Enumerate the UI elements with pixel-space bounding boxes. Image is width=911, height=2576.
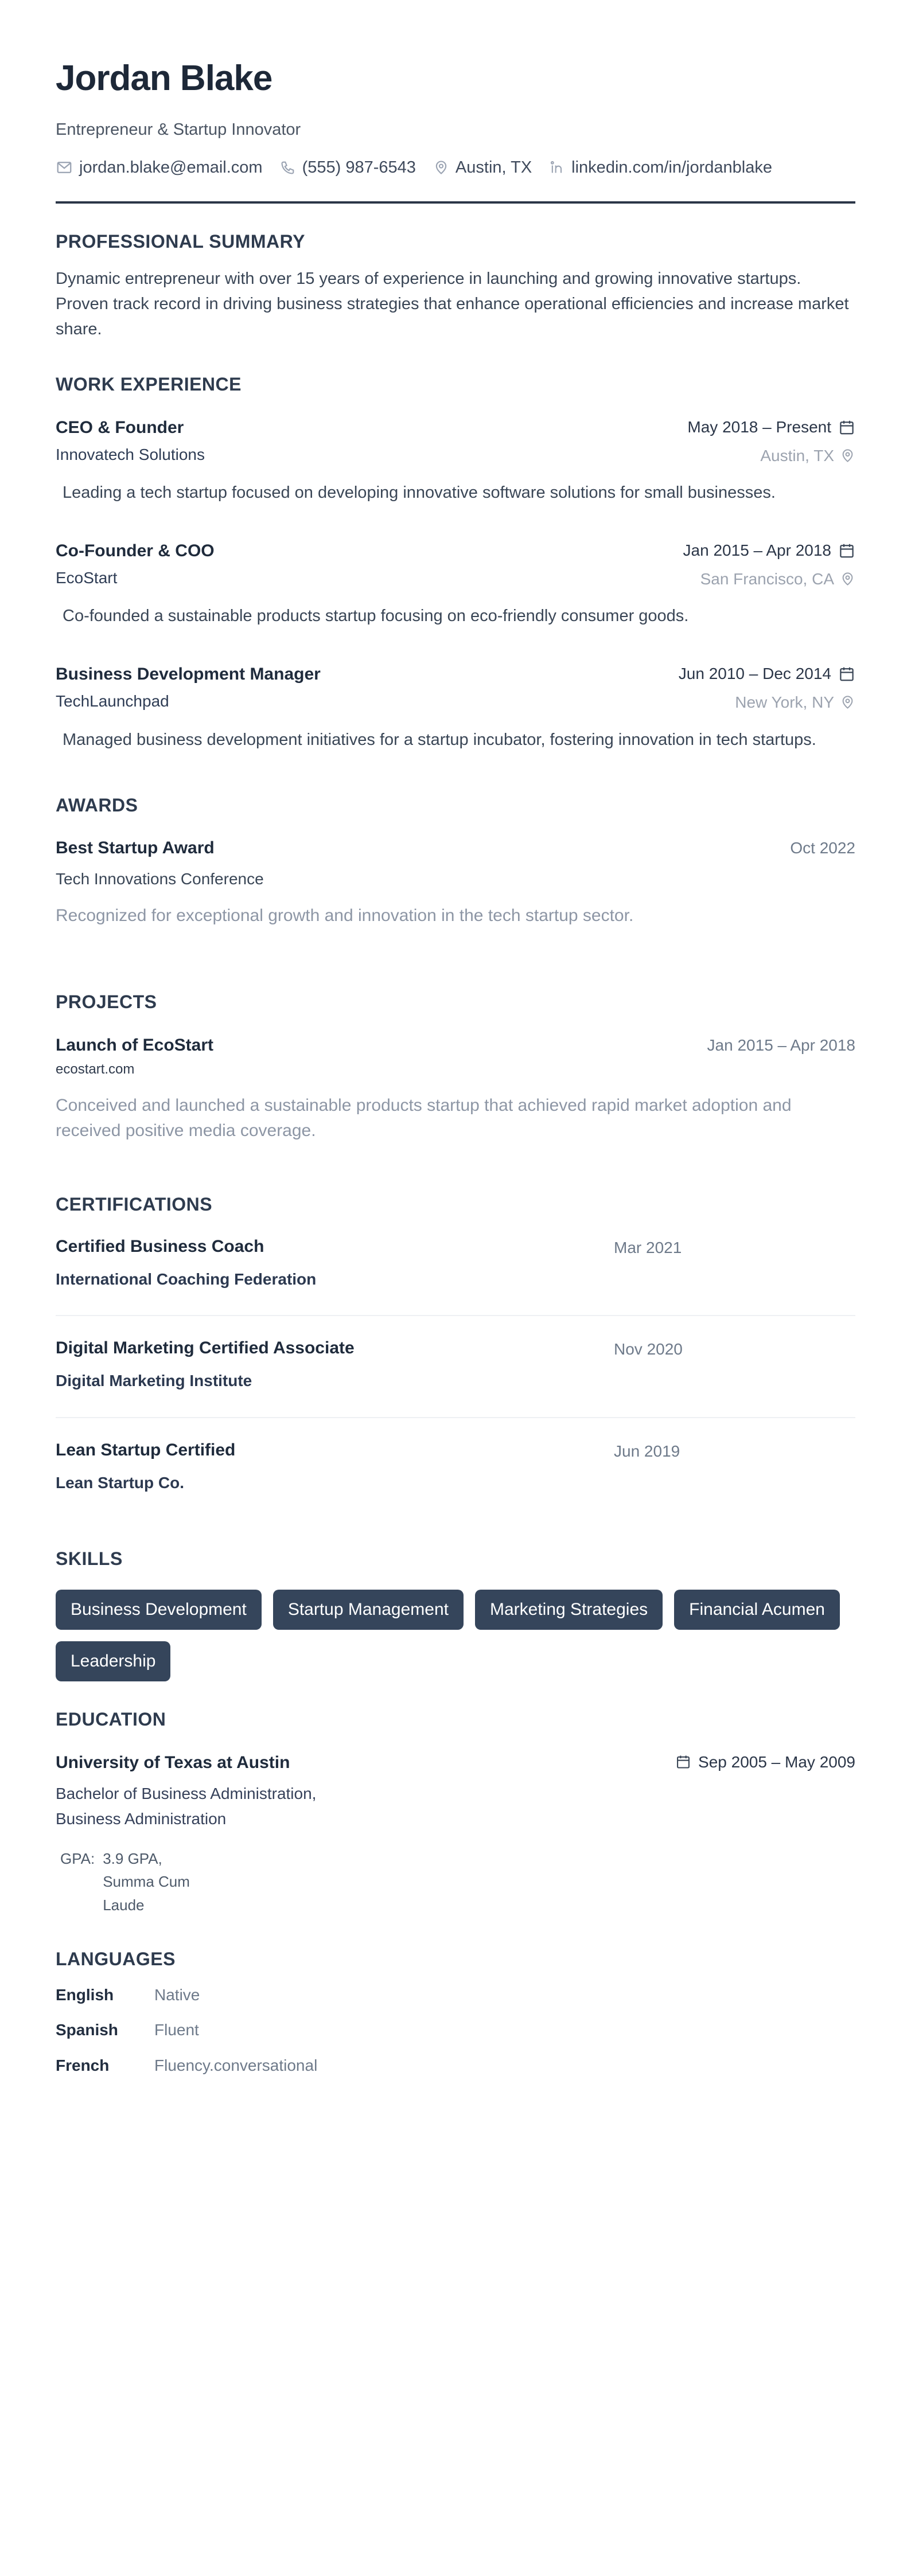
work-date-line bbox=[679, 664, 855, 684]
award-issuer: Tech Innovations Conference bbox=[56, 869, 264, 888]
skill-badge: Financial Acumen bbox=[674, 1590, 840, 1630]
contact-phone[interactable] bbox=[280, 158, 416, 177]
award-date: Oct 2022 bbox=[790, 839, 855, 857]
work-entry-left bbox=[56, 541, 215, 588]
contact-phone-text: (555) 987-6543 bbox=[302, 158, 416, 177]
education-date-line bbox=[675, 1753, 855, 1772]
contact-location-text: Austin, TX bbox=[455, 158, 532, 177]
work-location-line bbox=[687, 446, 855, 466]
work-company: TechLaunchpad bbox=[56, 692, 169, 711]
project-link[interactable]: ecostart.com bbox=[56, 1061, 135, 1078]
work-location: San Francisco, CA bbox=[700, 569, 834, 588]
section-heading-work: WORK EXPERIENCE bbox=[56, 374, 242, 395]
work-title: CEO & Founder bbox=[56, 418, 184, 438]
work-date: Jun 2010 – Dec 2014 bbox=[678, 665, 831, 683]
resume-content bbox=[56, 0, 855, 2075]
section-heading-awards: AWARDS bbox=[56, 794, 138, 815]
languages-list bbox=[56, 1985, 855, 2075]
skill-badge: Startup Management bbox=[273, 1590, 464, 1630]
work-company: Innovatech Solutions bbox=[56, 446, 205, 464]
work-date-line bbox=[687, 417, 855, 437]
map-pin-icon bbox=[840, 694, 855, 710]
work-entry bbox=[56, 664, 855, 752]
language-level: Fluency.conversational bbox=[154, 2056, 318, 2074]
language-level: Fluent bbox=[154, 2021, 199, 2039]
certification-left bbox=[56, 1236, 614, 1289]
contact-location bbox=[433, 158, 532, 177]
map-pin-icon bbox=[840, 448, 855, 463]
work-description: Leading a tech startup focused on developing innovative software solutions for small businesses. bbox=[63, 483, 776, 502]
language-name: English bbox=[56, 1985, 114, 2004]
map-pin-icon bbox=[840, 571, 855, 587]
section-heading-education: EDUCATION bbox=[56, 1708, 166, 1730]
work-location: New York, NY bbox=[735, 693, 834, 712]
work-entry-left bbox=[56, 417, 205, 465]
work-location: Austin, TX bbox=[760, 446, 834, 465]
certification-entry bbox=[56, 1440, 855, 1493]
work-location-line bbox=[679, 693, 855, 712]
certification-issuer: International Coaching Federation bbox=[56, 1270, 317, 1288]
education-degree: Bachelor of Business Administration, Business Administration bbox=[56, 1784, 317, 1828]
work-location-line bbox=[683, 569, 855, 589]
education-header bbox=[56, 1753, 855, 1773]
certification-date: Jun 2019 bbox=[614, 1442, 680, 1460]
phone-icon bbox=[280, 159, 296, 175]
gpa-value: 3.9 GPA, Summa Cum Laude bbox=[103, 1850, 190, 1914]
award-title: Best Startup Award bbox=[56, 838, 215, 858]
work-description: Co-founded a sustainable products startup focusing on eco-friendly consumer goods. bbox=[63, 607, 689, 626]
award-header bbox=[56, 838, 855, 858]
education-entry bbox=[56, 1753, 855, 1917]
project-date: Jan 2015 – Apr 2018 bbox=[707, 1036, 855, 1054]
certification-title: Lean Startup Certified bbox=[56, 1440, 236, 1459]
education-gpa-row bbox=[56, 1847, 855, 1917]
linkedin-icon bbox=[549, 159, 565, 175]
calendar-icon bbox=[838, 542, 855, 559]
certification-date: Mar 2021 bbox=[614, 1238, 682, 1256]
language-row bbox=[56, 1985, 855, 2005]
person-job-title: Entrepreneur & Startup Innovator bbox=[56, 120, 301, 139]
language-name: Spanish bbox=[56, 2021, 118, 2039]
project-description: Conceived and launched a sustainable products startup that achieved rapid market adoption and received positive media coverage. bbox=[56, 1096, 792, 1140]
work-entry-right bbox=[683, 541, 855, 588]
skill-badge: Business Development bbox=[56, 1590, 262, 1630]
certification-date: Nov 2020 bbox=[614, 1340, 683, 1359]
project-title: Launch of EcoStart bbox=[56, 1035, 214, 1055]
contact-row bbox=[56, 158, 855, 177]
work-entry-right bbox=[679, 664, 855, 712]
certification-issuer: Lean Startup Co. bbox=[56, 1473, 185, 1492]
work-date: May 2018 – Present bbox=[687, 418, 831, 436]
work-entry-header bbox=[56, 664, 855, 712]
project-entry bbox=[56, 1035, 855, 1143]
contact-linkedin[interactable] bbox=[549, 158, 772, 177]
skills-list bbox=[56, 1590, 855, 1681]
certification-entry bbox=[56, 1236, 855, 1317]
award-description: Recognized for exceptional growth and innovation in the tech startup sector. bbox=[56, 906, 634, 926]
work-entry bbox=[56, 417, 855, 505]
section-heading-skills: SKILLS bbox=[56, 1548, 123, 1570]
skill-badge: Marketing Strategies bbox=[475, 1590, 663, 1630]
section-heading-languages: LANGUAGES bbox=[56, 1949, 176, 1970]
certification-title: Digital Marketing Certified Associate bbox=[56, 1338, 355, 1358]
contact-email[interactable] bbox=[56, 158, 263, 177]
location-icon bbox=[433, 159, 449, 175]
award-entry bbox=[56, 838, 855, 928]
contact-email-text: jordan.blake@email.com bbox=[79, 158, 263, 177]
language-name: French bbox=[56, 2056, 110, 2074]
summary-text: Dynamic entrepreneur with over 15 years of experience in launching and growing innovative startups. Proven track record in driving business strategies that enhance operational efficiencies and increase market share. bbox=[56, 270, 849, 339]
work-entry-left bbox=[56, 664, 321, 711]
skill-badge: Leadership bbox=[56, 1641, 170, 1681]
section-heading-projects: PROJECTS bbox=[56, 992, 157, 1013]
certification-entry bbox=[56, 1338, 855, 1418]
work-entry-header bbox=[56, 417, 855, 465]
section-heading-summary: PROFESSIONAL SUMMARY bbox=[56, 231, 305, 252]
work-title: Co-Founder & COO bbox=[56, 541, 215, 561]
education-school: University of Texas at Austin bbox=[56, 1753, 290, 1772]
language-row bbox=[56, 2056, 855, 2075]
work-entry-header bbox=[56, 541, 855, 588]
work-company: EcoStart bbox=[56, 569, 118, 587]
work-entry-right bbox=[687, 417, 855, 465]
language-row bbox=[56, 2020, 855, 2040]
mail-icon bbox=[56, 159, 73, 176]
work-title: Business Development Manager bbox=[56, 665, 321, 684]
certification-left bbox=[56, 1440, 614, 1493]
contact-linkedin-text: linkedin.com/in/jordanblake bbox=[571, 158, 772, 177]
gpa-label: GPA: bbox=[60, 1850, 95, 1868]
project-header bbox=[56, 1035, 855, 1056]
education-date: Sep 2005 – May 2009 bbox=[698, 1753, 855, 1771]
person-name: Jordan Blake bbox=[56, 58, 272, 98]
certification-issuer: Digital Marketing Institute bbox=[56, 1372, 252, 1390]
calendar-icon bbox=[675, 1754, 691, 1770]
work-description: Managed business development initiatives for a startup incubator, fostering innovation in tech startups. bbox=[63, 730, 816, 749]
section-heading-certifications: CERTIFICATIONS bbox=[56, 1194, 213, 1215]
calendar-icon bbox=[838, 419, 855, 436]
certification-left bbox=[56, 1338, 614, 1391]
work-date: Jan 2015 – Apr 2018 bbox=[683, 541, 831, 560]
header-divider bbox=[56, 201, 855, 204]
certification-title: Certified Business Coach bbox=[56, 1236, 264, 1256]
language-level: Native bbox=[154, 1985, 200, 2004]
work-entry bbox=[56, 541, 855, 629]
calendar-icon bbox=[838, 665, 855, 682]
work-date-line bbox=[683, 541, 855, 560]
